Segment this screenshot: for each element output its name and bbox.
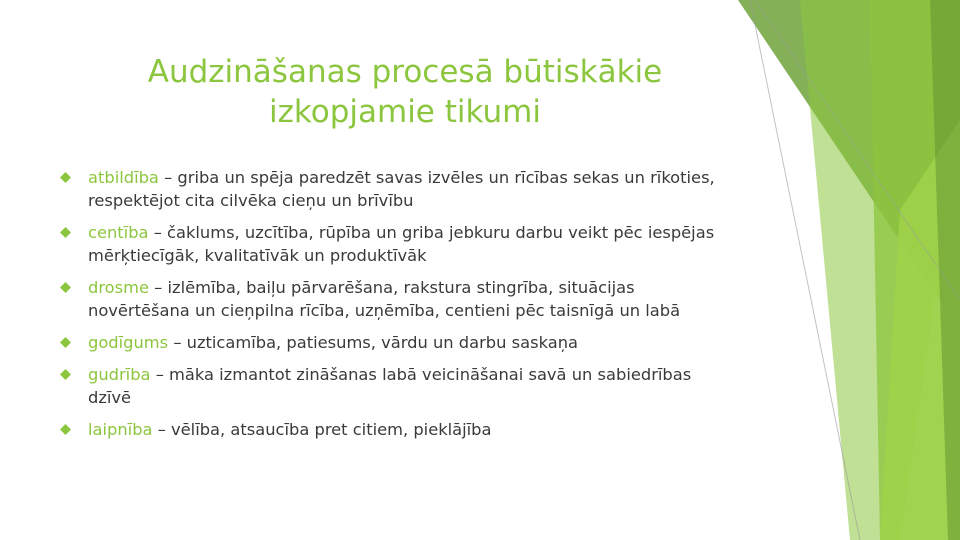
virtue-description: izlēmība, baiļu pārvarēšana, rakstura stingrība, situācijas novērtēšana un cieņpilna rīcība, uzņēmība, centieni pēc taisnīgā un labā — [88, 278, 681, 320]
virtue-term: centība — [88, 223, 149, 242]
virtue-term: godīgums — [88, 333, 169, 352]
slide-title — [80, 52, 730, 132]
term-separator: – — [152, 420, 172, 439]
diamond-bullet-icon — [60, 227, 71, 238]
virtues-list — [60, 166, 720, 450]
term-separator: – — [158, 168, 178, 187]
virtue-description: čaklums, uzcītība, rūpība un griba jebkuru darbu veikt pēc iespējas mērķtiecīgāk, kvalitatīvāk un produktīvāk — [88, 223, 715, 265]
list-item — [60, 166, 720, 212]
slide-title-line-2: izkopjamie tikumi — [269, 94, 541, 130]
virtue-description: uzticamība, patiesums, vārdu un darbu saskaņa — [186, 333, 578, 352]
virtue-term: laipnība — [88, 420, 153, 439]
list-item — [60, 363, 720, 409]
virtue-description: vēlība, atsaucība pret citiem, pieklājība — [171, 420, 492, 439]
virtue-description: griba un spēja paredzēt savas izvēles un rīcības sekas un rīkoties, respektējot cita cilvēka cieņu un brīvību — [88, 168, 715, 210]
virtue-term: drosme — [88, 278, 149, 297]
slide-title-line-1: Audzināšanas procesā būtiskākie — [147, 54, 663, 90]
list-item — [60, 331, 720, 354]
virtue-term: atbildība — [88, 168, 159, 187]
diamond-bullet-icon — [60, 424, 71, 435]
virtue-term: gudrība — [88, 365, 151, 384]
list-item — [60, 418, 720, 441]
term-separator: – — [149, 278, 168, 297]
term-separator: – — [150, 365, 170, 384]
list-item — [60, 276, 720, 322]
term-separator: – — [168, 333, 187, 352]
virtue-description: māka izmantot zināšanas labā veicināšanai savā un sabiedrības dzīvē — [88, 365, 692, 407]
diamond-bullet-icon — [60, 337, 71, 348]
diamond-bullet-icon — [60, 369, 71, 380]
diamond-bullet-icon — [60, 172, 71, 183]
diamond-bullet-icon — [60, 282, 71, 293]
term-separator: – — [148, 223, 168, 242]
list-item — [60, 221, 720, 267]
